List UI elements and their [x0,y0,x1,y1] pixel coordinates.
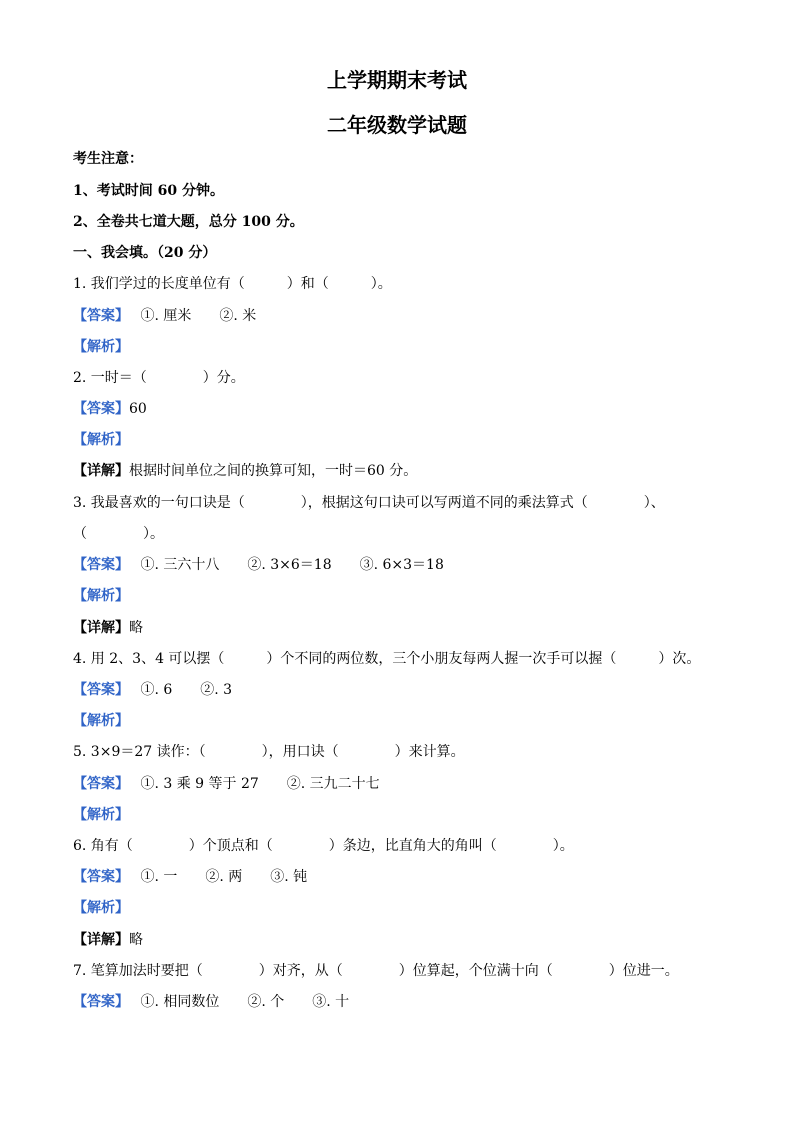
answer-3-value: ①. 三六十八 ②. 3×6＝18 ③. 6×3＝18 [122,557,444,573]
answer-label: 【答案】 [73,557,122,573]
answer-1-value: ①. 厘米 ②. 米 [122,308,257,324]
answer-3 [73,556,444,574]
answer-2 [73,400,147,418]
answer-label: 【答案】 [73,308,122,324]
answer-label: 【答案】 [73,776,122,792]
answer-label: 【答案】 [73,869,122,885]
notice-item-1: 1、考试时间 60 分钟。 [73,183,224,199]
page-title: 上学期期末考试 [327,68,467,92]
analysis-label-4: 【解析】 [73,713,129,729]
answer-1 [73,307,256,325]
answer-label: 【答案】 [73,682,122,698]
answer-label: 【答案】 [73,994,122,1010]
question-7: 7. 笔算加法时要把（ ）对齐，从（ ）位算起，个位满十向（ ）位进一。 [73,963,679,979]
detail-3-value: 略 [129,620,143,636]
answer-5 [73,775,380,793]
question-3: 3. 我最喜欢的一句口诀是（ ），根据这句口诀可以写两道不同的乘法算式（ ）、 [73,495,665,511]
answer-4 [73,681,232,699]
question-5: 5. 3×9＝27 读作：（ ），用口诀（ ）来计算。 [73,744,465,760]
detail-6 [73,931,143,949]
detail-2-value: 根据时间单位之间的换算可知，一时＝60 分。 [129,463,418,479]
section-heading: 一、我会填。（20 分） [73,245,217,261]
analysis-label-6: 【解析】 [73,900,129,916]
question-2: 2. 一时＝（ ）分。 [73,370,245,386]
answer-4-value: ①. 6 ②. 3 [122,682,233,698]
question-6: 6. 角有（ ）个顶点和（ ）条边，比直角大的角叫（ ）。 [73,838,574,854]
answer-6-value: ①. 一 ②. 两 ③. 钝 [122,869,308,885]
detail-label: 【详解】 [73,932,129,948]
detail-3 [73,619,143,637]
answer-label: 【答案】 [73,401,129,417]
notice-item-2: 2、全卷共七道大题，总分 100 分。 [73,214,304,230]
question-4: 4. 用 2、3、4 可以摆（ ）个不同的两位数，三个小朋友每两人握一次手可以握（ ）次。 [73,651,701,667]
answer-2-value: 60 [129,401,147,417]
detail-2 [73,462,417,480]
detail-6-value: 略 [129,932,143,948]
answer-7 [73,993,349,1011]
answer-7-value: ①. 相同数位 ②. 个 ③. 十 [122,994,350,1010]
notice-heading: 考生注意： [73,151,143,167]
answer-6 [73,868,307,886]
detail-label: 【详解】 [73,463,129,479]
analysis-label-2: 【解析】 [73,432,129,448]
analysis-label-5: 【解析】 [73,807,129,823]
analysis-label-3: 【解析】 [73,588,129,604]
question-3-cont: （ ）。 [73,526,164,542]
question-1: 1. 我们学过的长度单位有（ ）和（ ）。 [73,276,392,292]
detail-label: 【详解】 [73,620,129,636]
answer-5-value: ①. 3 乘 9 等于 27 ②. 三九二十七 [122,776,380,792]
page-subtitle: 二年级数学试题 [327,113,467,137]
analysis-label-1: 【解析】 [73,339,129,355]
